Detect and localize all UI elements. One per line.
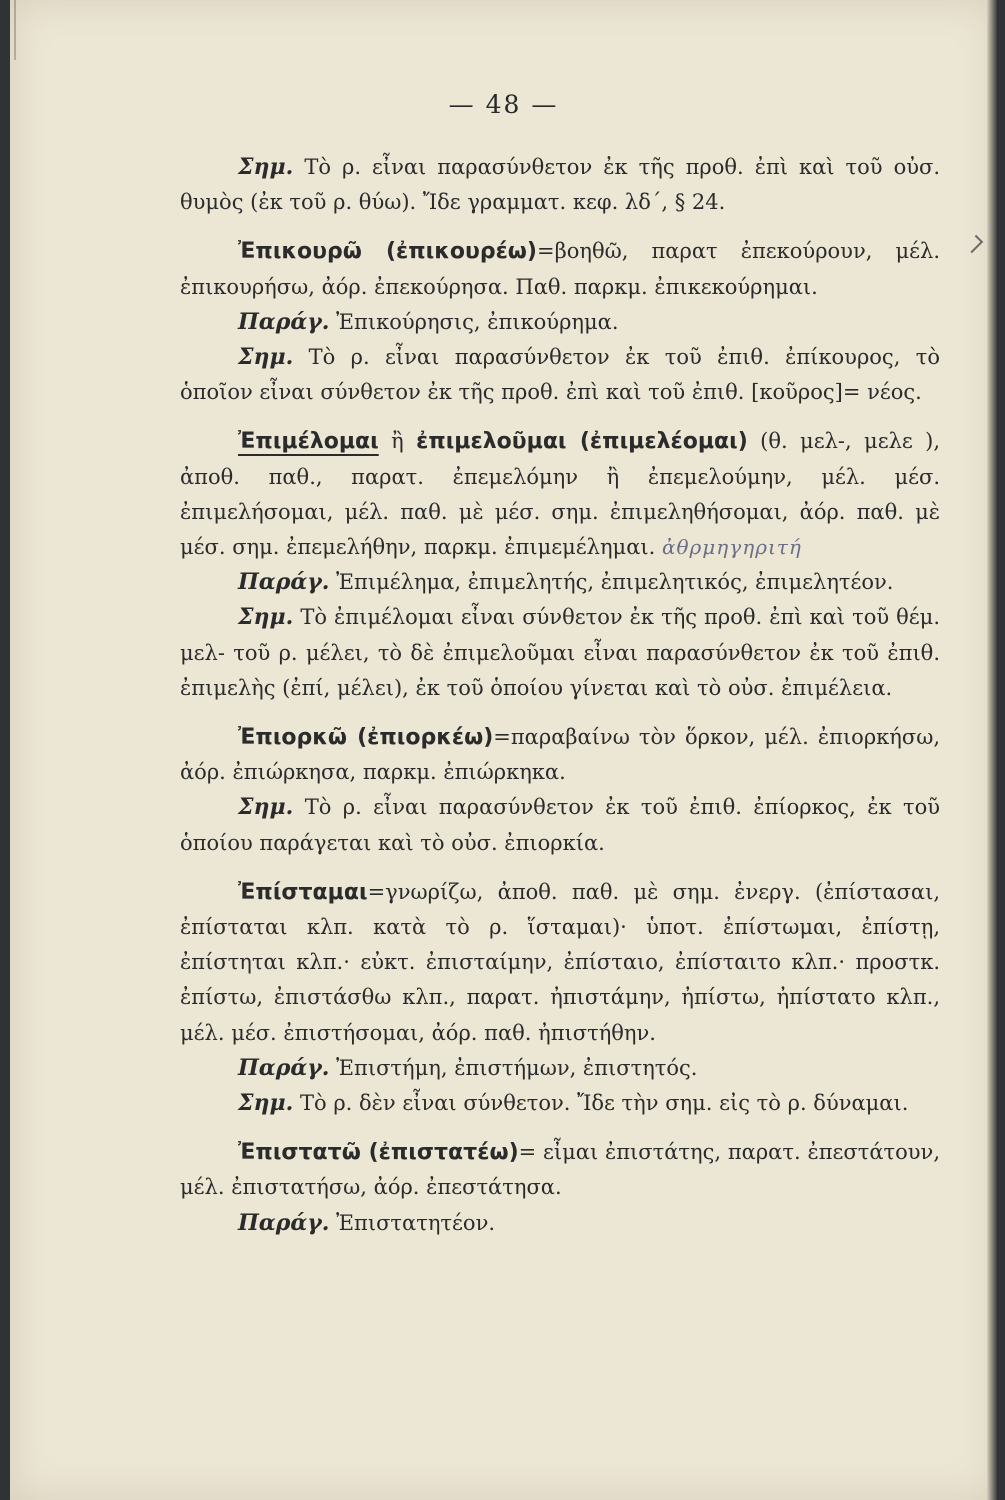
entry-label: Σημ.: [238, 1090, 294, 1117]
note-line: [180, 150, 940, 220]
headword-definition: = εἶμαι ἐπιστάτης, παρατ. ἐπεστάτουν, μέλ. ἐπιστατήσω, ἀόρ. ἐπεστάτησα.: [180, 1140, 940, 1200]
headword-line: [180, 720, 940, 790]
entry-text: Τὸ ρ. εἶναι παρασύνθετον ἐκ τοῦ ἐπιθ. ἐπίκουρος, τὸ ὁποῖον εἶναι σύνθετον ἐκ τῆς προθ. ἐπὶ καὶ τοῦ ἐπιθ. [κοῦρος]= νέος.: [180, 345, 940, 405]
note-line: [180, 1086, 940, 1121]
note-line: [180, 790, 940, 860]
entry-text: Τὸ ρ. εἶναι παρασύνθετον ἐκ τῆς προθ. ἐπὶ καὶ τοῦ οὐσ. θυμὸς (ἐκ τοῦ ρ. θύω). Ἴδε γραμματ. κεφ. λδ΄, § 24.: [180, 155, 940, 215]
margin-tick-mark: [965, 235, 983, 253]
dictionary-text: [180, 150, 940, 1255]
derivatives-line: [180, 565, 940, 600]
dictionary-entry: [180, 875, 940, 1121]
entry-label: Σημ.: [238, 154, 294, 180]
headword-line: [180, 424, 940, 565]
headword-line: [180, 1135, 940, 1205]
entry-text: Ἐπικούρησις, ἐπικούρημα.: [329, 309, 619, 334]
derivatives-line: [180, 1051, 940, 1086]
headword-definition: =γνωρίζω, ἀποθ. παθ. μὲ σημ. ἐνεργ. (ἐπίστασαι, ἐπίσταται κλπ. κατὰ τὸ ρ. ἵσταμαι)· ὑποτ. ἐπίστωμαι, ἐπίστῃ, ἐπίστηται κλπ.· εὐκτ. ἐπισταίμην, ἐπίσταιο, ἐπίσταιτο κλπ.· προστκ. ἐπίστω, ἐπιστάσθω κλπ., παρατ. ἠπιστάμην, ἠπίστω, ἠπίστατο κλπ., μέλ. μέσ. ἐπιστήσομαι, ἀόρ. παθ. ἠπιστήθην.: [180, 879, 940, 1045]
entry-text: Ἐπιστατητέον.: [329, 1210, 496, 1235]
entry-label: Παράγ.: [238, 569, 330, 596]
entry-label: Παράγ.: [238, 1209, 330, 1236]
entry-label: Παράγ.: [238, 1054, 330, 1081]
entry-label: Παράγ.: [238, 308, 330, 335]
entry-label: Σημ.: [238, 344, 294, 371]
headword-join: ἢ: [378, 429, 417, 454]
headword: Ἐπιμέλομαι: [238, 429, 379, 455]
dictionary-entry: [180, 1135, 940, 1241]
dictionary-entry: [180, 150, 940, 220]
page-number: — 48 —: [448, 90, 559, 119]
entry-label: Σημ.: [238, 794, 294, 821]
entry-text: Τὸ ρ. δὲν εἶναι σύνθετον. Ἴδε τὴν σημ. εἰς τὸ ρ. δύναμαι.: [293, 1091, 909, 1116]
headword: Ἐπίσταμαι: [238, 879, 368, 905]
headword: Ἐπιορκῶ (ἐπιορκέω): [238, 725, 494, 751]
entry-text: Τὸ ἐπιμέλομαι εἶναι σύνθετον ἐκ τῆς προθ. ἐπὶ καὶ τοῦ θέμ. μελ- τοῦ ρ. μέλει, τὸ δὲ ἐπιμελοῦμαι εἶναι παρασύνθετον ἐκ τοῦ ἐπιθ. ἐπιμελὴς (ἐπί, μέλει), ἐκ τοῦ ὁποίου γίνεται καὶ τὸ οὐσ. ἐπιμέλεια.: [180, 605, 940, 700]
handwritten-annotation: ἀθρμηγηριτή: [661, 535, 802, 560]
headword-definition: (θ. μελ-, μελε ), ἀποθ. παθ., παρατ. ἐπεμελόμην ἢ ἐπεμελούμην, μέλ. μέσ. ἐπιμελήσομαι, μέλ. παθ. μὲ μέσ. σημ. ἐπιμεληθήσομαι, ἀόρ. παθ. μὲ μέσ. σημ. ἐπεμελήθην, παρκμ. ἐπιμεμέλημαι.: [180, 429, 941, 560]
headword-alt: ἐπιμελοῦμαι (ἐπιμελέομαι): [416, 429, 748, 455]
book-page: [10, 0, 997, 1500]
note-line: [180, 340, 940, 410]
headword-definition: =βοηθῶ, παρατ ἐπεκούρουν, μέλ. ἐπικουρήσω, ἀόρ. ἐπεκούρησα. Παθ. παρκμ. ἐπικεκούρημαι.: [180, 239, 940, 299]
entry-text: Ἐπιμέλημα, ἐπιμελητής, ἐπιμελητικός, ἐπιμελητέον.: [329, 570, 894, 595]
headword: Ἐπικουρῶ (ἐπικουρέω): [238, 239, 537, 265]
entry-label: Σημ.: [238, 604, 294, 631]
dictionary-entry: [180, 424, 940, 706]
note-line: [180, 600, 940, 706]
page-edge-shadow: [987, 0, 997, 1500]
headword: Ἐπιστατῶ (ἐπιστατέω): [238, 1140, 519, 1166]
entry-text: Ἐπιστήμη, ἐπιστήμων, ἐπιστητός.: [329, 1055, 698, 1080]
dictionary-entry: [180, 234, 940, 410]
fold-mark: [14, 0, 16, 60]
headword-line: [180, 234, 940, 304]
entry-text: Τὸ ρ. εἶναι παρασύνθετον ἐκ τοῦ ἐπιθ. ἐπίορκος, ἐκ τοῦ ὁποίου παράγεται καὶ τὸ οὐσ. ἐπιορκία.: [180, 795, 940, 855]
headword-line: [180, 875, 940, 1051]
dictionary-entry: [180, 720, 940, 861]
derivatives-line: [180, 305, 940, 340]
derivatives-line: [180, 1206, 940, 1241]
headword-definition: =παραβαίνω τὸν ὅρκον, μέλ. ἐπιορκήσω, ἀόρ. ἐπιώρκησα, παρκμ. ἐπιώρκηκα.: [180, 725, 941, 785]
